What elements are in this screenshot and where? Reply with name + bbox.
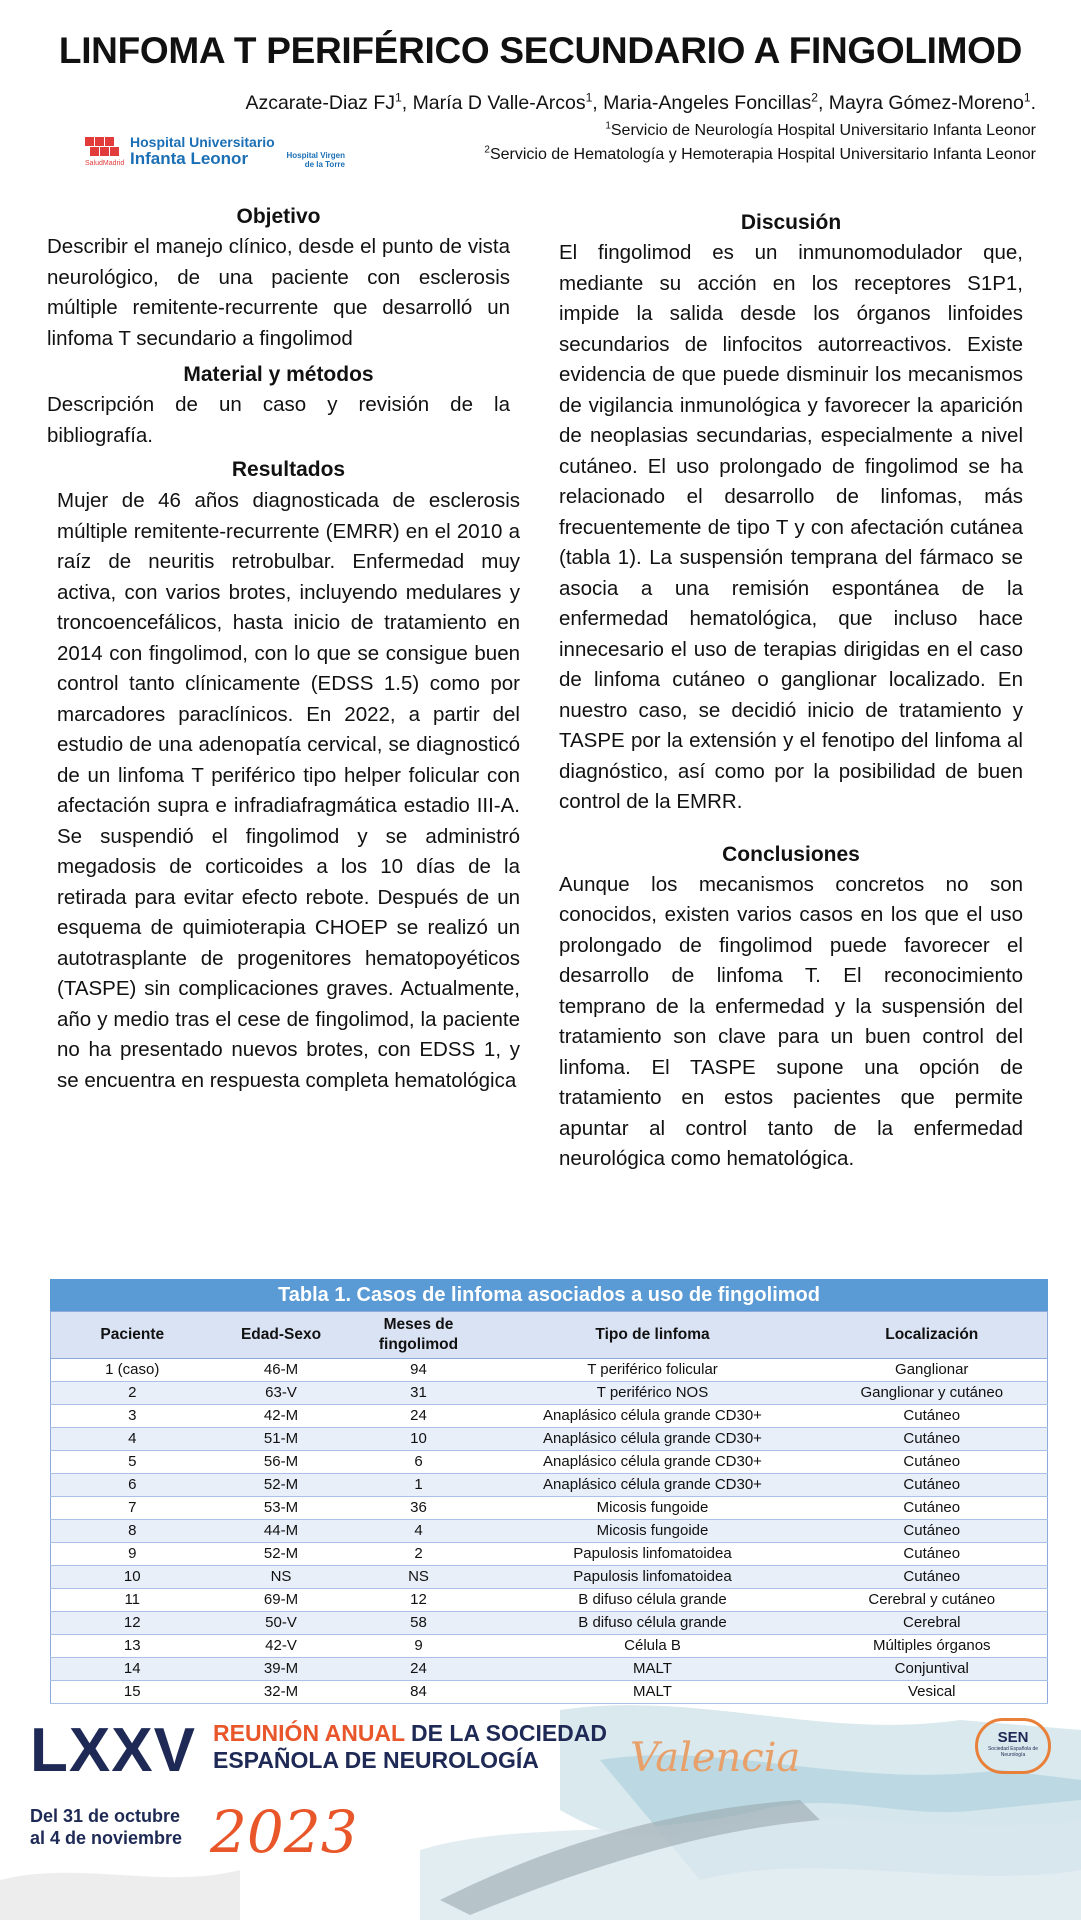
- table-body: [51, 1359, 1048, 1704]
- affiliation-2: $^2$Servicio de Hematología y Hemoterapia Hospital Universitario Infanta Leonor: [484, 144, 1036, 163]
- table-cell: Cerebral: [817, 1612, 1048, 1635]
- table-cell: Anaplásico célula grande CD30+: [489, 1474, 817, 1497]
- table-cell: 6: [51, 1474, 214, 1497]
- table-cell: 14: [51, 1658, 214, 1681]
- table-header-row: [51, 1312, 1048, 1359]
- author: Azcarate-Diaz $FJ^1$,: [245, 90, 413, 114]
- table-cell: Cutáneo: [817, 1474, 1048, 1497]
- table-cell: 7: [51, 1497, 214, 1520]
- table-cell: 3: [51, 1405, 214, 1428]
- table-cell: 42-M: [214, 1405, 349, 1428]
- right-column: [559, 208, 1023, 1175]
- section-text-conclusiones: Aunque los mecanismos concretos no son conocidos, existen varios casos en los que el uso prolongado de fingolimod puede favorecer el desarrollo de linfoma T. El reconocimiento temprano de la enfermedad y la suspensión del tratamiento son clave para un buen control del linfoma. El TASPE supone una opción de tratamiento en estos pacientes que permite apuntar al control tanto de la enfermedad neurológica como hematológica.: [559, 872, 1023, 1170]
- table-cell: 58: [349, 1612, 489, 1635]
- table-cell: Papulosis linfomatoidea: [489, 1543, 817, 1566]
- table-cell: 31: [349, 1382, 489, 1405]
- author: Maria-Angeles Foncillas$^2$,: [603, 90, 829, 114]
- congress-footer: [0, 1700, 1081, 1920]
- table-cell: 44-M: [214, 1520, 349, 1543]
- section-heading-objetivo: Objetivo: [236, 205, 321, 228]
- table-cell: 4: [349, 1520, 489, 1543]
- table-row: [51, 1382, 1048, 1405]
- table-cell: Anaplásico célula grande CD30+: [489, 1451, 817, 1474]
- section-text-objetivo: Describir el manejo clínico, desde el punto de vista neurológico, de una paciente con esclerosis múltiple remitente-recurrente que desarrolló un linfoma T secundario a fingolimod: [47, 235, 510, 350]
- table-cell: 8: [51, 1520, 214, 1543]
- table-cell: 4: [51, 1428, 214, 1451]
- table-cell: Micosis fungoide: [489, 1520, 817, 1543]
- table-cell: Vesical: [817, 1681, 1048, 1704]
- left-column: [47, 202, 510, 485]
- table-cell: Cutáneo: [817, 1566, 1048, 1589]
- table-cell: Conjuntival: [817, 1658, 1048, 1681]
- table-row: [51, 1635, 1048, 1658]
- column-header: Tipo de linfoma: [489, 1312, 817, 1359]
- table-cell: Célula B: [489, 1635, 817, 1658]
- logo-line3: Hospital Virgen de la Torre: [286, 151, 345, 169]
- congress-dates: Del 31 de octubre al 4 de noviembre: [30, 1806, 183, 1848]
- section-heading-discusion: Discusión: [740, 211, 842, 234]
- column-header: Meses de fingolimod: [349, 1312, 489, 1359]
- table-cell: Cutáneo: [817, 1405, 1048, 1428]
- table-row: [51, 1566, 1048, 1589]
- table-row: [51, 1428, 1048, 1451]
- table-row: [51, 1474, 1048, 1497]
- table-cell: 9: [51, 1543, 214, 1566]
- salud-madrid-icon: [85, 137, 123, 161]
- table-cell: 51-M: [214, 1428, 349, 1451]
- column-header: Localización: [817, 1312, 1048, 1359]
- table-cell: NS: [214, 1566, 349, 1589]
- table-cell: Cutáneo: [817, 1543, 1048, 1566]
- table-cell: Cutáneo: [817, 1520, 1048, 1543]
- table-cell: 46-M: [214, 1359, 349, 1382]
- table-cell: Cutáneo: [817, 1497, 1048, 1520]
- table-cell: Cutáneo: [817, 1428, 1048, 1451]
- table-caption: Tabla 1. Casos de linfoma asociados a uso de fingolimod: [50, 1279, 1048, 1311]
- author: María D Valle-Arcos$^1$,: [412, 90, 604, 114]
- resultados-column: [57, 486, 520, 1096]
- table-row: [51, 1612, 1048, 1635]
- table-cell: 1 (caso): [51, 1359, 214, 1382]
- table-cell: 9: [349, 1635, 489, 1658]
- section-heading-resultados: Resultados: [231, 458, 346, 481]
- table-cell: 15: [51, 1681, 214, 1704]
- table-cell: 52-M: [214, 1474, 349, 1497]
- table-cell: 84: [349, 1681, 489, 1704]
- table-cell: Cutáneo: [817, 1451, 1048, 1474]
- table-cell: Cerebral y cutáneo: [817, 1589, 1048, 1612]
- table-cell: Micosis fungoide: [489, 1497, 817, 1520]
- congress-year: 2023: [210, 1798, 358, 1866]
- table-cell: T periférico folicular: [489, 1359, 817, 1382]
- table-cell: 36: [349, 1497, 489, 1520]
- table-row: [51, 1658, 1048, 1681]
- section-text-material: Descripción de un caso y revisión de la bibliografía.: [47, 393, 510, 447]
- table-cell: 1: [349, 1474, 489, 1497]
- logo-line2: Infanta Leonor: [130, 149, 249, 168]
- table-cell: 6: [349, 1451, 489, 1474]
- table-cell: B difuso célula grande: [489, 1589, 817, 1612]
- table-cell: Ganglionar: [817, 1359, 1048, 1382]
- table-cell: Anaplásico célula grande CD30+: [489, 1405, 817, 1428]
- table-cell: MALT: [489, 1658, 817, 1681]
- table-cell: NS: [349, 1566, 489, 1589]
- section-text-resultados: Mujer de 46 años diagnosticada de esclerosis múltiple remitente-recurrente (EMRR) en el 2010 a raíz de neuritis retrobulbar. Enfermedad muy activa, con varios brotes, incluyendo medulares y troncoencefálicos, hasta inicio de tratamiento en 2014 con fingolimod, con lo que se consigue buen control tanto clínicamente (EDSS 1.5) como por marcadores paraclínicos. En 2022, a partir del estudio de una adenopatía cervical, se diagnosticó de un linfoma T periférico tipo helper folicular con afectación supra e infradiafragmática estadio III-A. Se suspendió el fingolimod y se administró megadosis de corticoides a los 10 días de la retirada para evitar efecto rebote. Después de un esquema de quimioterapia CHOEP se realizó un autotrasplante de progenitores hematopoyéticos (TASPE) sin complicaciones graves. Actualmente, año y medio tras el cese de fingolimod, la paciente no ha presentado nuevos brotes, con EDSS 1, y se encuentra en respuesta completa hematológica: [57, 489, 520, 1092]
- section-heading-material: Material y métodos: [183, 363, 374, 386]
- column-header: Paciente: [51, 1312, 214, 1359]
- table-cell: 10: [51, 1566, 214, 1589]
- table-cell: 2: [51, 1382, 214, 1405]
- section-heading-conclusiones: Conclusiones: [722, 842, 860, 866]
- table-row: [51, 1520, 1048, 1543]
- table-cell: 63-V: [214, 1382, 349, 1405]
- lymphoma-cases-table: [50, 1279, 1048, 1704]
- table-cell: 11: [51, 1589, 214, 1612]
- table-cell: 32-M: [214, 1681, 349, 1704]
- table-cell: MALT: [489, 1681, 817, 1704]
- congress-name: REUNIÓN ANUAL DE LA SOCIEDAD ESPAÑOLA DE NEUROLOGÍA: [213, 1720, 607, 1773]
- table-cell: 56-M: [214, 1451, 349, 1474]
- table-row: [51, 1405, 1048, 1428]
- table-cell: 69-M: [214, 1589, 349, 1612]
- table-cell: 39-M: [214, 1658, 349, 1681]
- table-cell: Múltiples órganos: [817, 1635, 1048, 1658]
- table-cell: 24: [349, 1405, 489, 1428]
- table-cell: 50-V: [214, 1612, 349, 1635]
- hospital-logo: [85, 134, 345, 168]
- column-header: Edad-Sexo: [214, 1312, 349, 1359]
- table-cell: 52-M: [214, 1543, 349, 1566]
- logo-small-text: SaludMadrid: [85, 160, 125, 167]
- table-cell: T periférico NOS: [489, 1382, 817, 1405]
- authors-line: [245, 92, 1036, 115]
- table-cell: 12: [51, 1612, 214, 1635]
- table-row: [51, 1451, 1048, 1474]
- table-cell: 12: [349, 1589, 489, 1612]
- section-text-discusion: El fingolimod es un inmunomodulador que, mediante su acción en los receptores S1P1, impide la salida desde los órganos linfoides secundarios de linfocitos autorreactivos. Existe evidencia de que puede disminuir los mecanismos de vigilancia inmunológica y favorecer la aparición de neoplasias secundarias, especialmente a nivel cutáneo. El uso prolongado de fingolimod se ha relacionado el desarrollo de linfomas, más frecuentemente de tipo T y con afectación cutánea (tabla 1). La suspensión temprana del fármaco se asocia a una remisión espontánea de la enfermedad hematológica, que incluso hace innecesario el uso de terapias dirigidas en el caso de linfoma cutáneo o ganglionar localizado. En nuestro caso, se decidió inicio de tratamiento y TASPE por la extensión y el fenotipo del linfoma al diagnóstico, así como por la posibilidad de buen control de la EMRR.: [559, 241, 1023, 813]
- logo-line1: Hospital Universitario: [130, 134, 275, 150]
- author: Mayra Gómez-Moreno$^1$.: [828, 90, 1036, 114]
- table-cell: 5: [51, 1451, 214, 1474]
- table-cell: 94: [349, 1359, 489, 1382]
- affiliation-1: $^1$Servicio de Neurología Hospital Universitario Infanta Leonor: [605, 120, 1036, 139]
- poster-title: LINFOMA T PERIFÉRICO SECUNDARIO A FINGOLIMOD: [58, 30, 1023, 71]
- table-cell: 10: [349, 1428, 489, 1451]
- table-cell: Ganglionar y cutáneo: [817, 1382, 1048, 1405]
- table-cell: 42-V: [214, 1635, 349, 1658]
- table-cell: B difuso célula grande: [489, 1612, 817, 1635]
- table-cell: 24: [349, 1658, 489, 1681]
- table-row: [51, 1359, 1048, 1382]
- table-cell: Papulosis linfomatoidea: [489, 1566, 817, 1589]
- sen-logo: SEN Sociedad Española de Neurología: [975, 1718, 1051, 1774]
- city-name: Valencia: [630, 1735, 801, 1781]
- table-row: [51, 1497, 1048, 1520]
- table-cell: 53-M: [214, 1497, 349, 1520]
- table-row: [51, 1589, 1048, 1612]
- edition-number: LXXV: [30, 1716, 196, 1785]
- table-cell: Anaplásico célula grande CD30+: [489, 1428, 817, 1451]
- table-row: [51, 1543, 1048, 1566]
- table-cell: 2: [349, 1543, 489, 1566]
- table-cell: 13: [51, 1635, 214, 1658]
- table-1: [50, 1279, 1047, 1704]
